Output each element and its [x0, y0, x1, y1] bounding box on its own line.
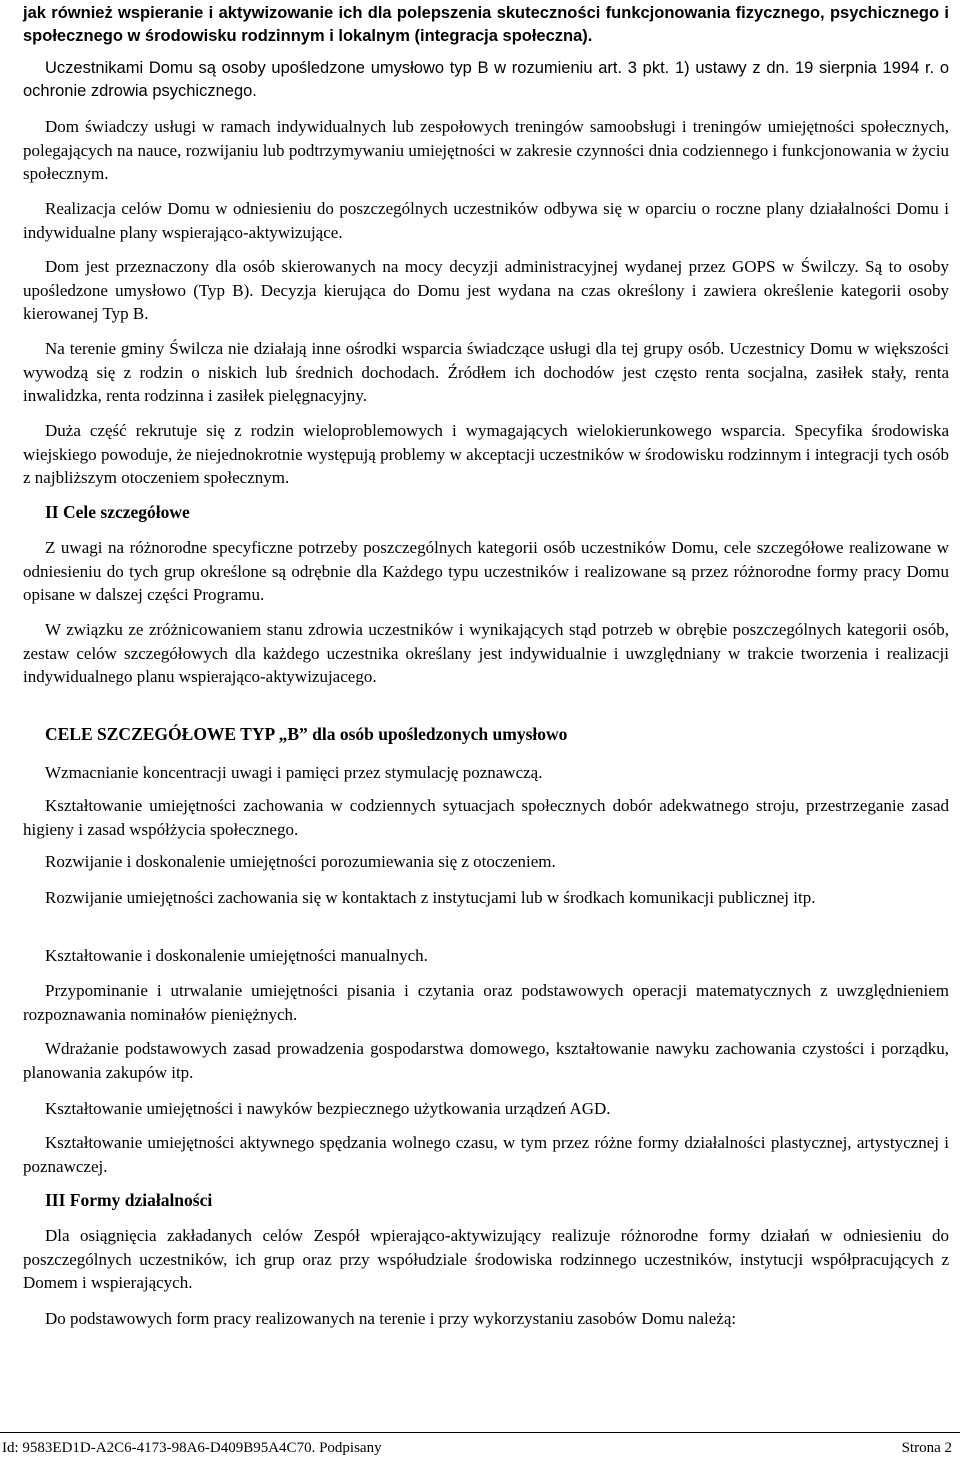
goal-item: Wdrażanie podstawowych zasad prowadzenia gospodarstwa domowego, kształtowanie nawyku zachowania czystości i porządku, planowania zakupów itp.: [23, 1039, 949, 1082]
goal-item: Kształtowanie umiejętności aktywnego spędzania wolnego czasu, w tym przez różne formy działalności plastycznej, artystycznej i poznawczej.: [23, 1133, 949, 1176]
goal-item: Kształtowanie umiejętności i nawyków bezpiecznego użytkowania urządzeń AGD.: [45, 1099, 611, 1118]
paragraph-realization: Realizacja celów Domu w odniesieniu do poszczególnych uczestników odbywa się w oparciu o roczne plany działalności Domu i indywidualne plany wspierająco-aktywizujące.: [23, 199, 949, 242]
goals-type-b-heading: CELE SZCZEGÓŁOWE TYP „B” dla osób upośledzonych umysłowo: [45, 724, 568, 744]
goal-item: Przypominanie i utrwalanie umiejętności pisania i czytania oraz podstawowych operacji matematycznych z uwzględnieniem rozpoznawania nominałów pieniężnych.: [23, 981, 949, 1024]
footer-divider: [0, 1432, 960, 1433]
goal-item: Wzmacnianie koncentracji uwagi i pamięci przez stymulację poznawczą.: [45, 763, 543, 782]
section-heading-forms: III Formy działalności: [45, 1190, 213, 1210]
paragraph-recruitment: Duża część rekrutuje się z rodzin wieloproblemowych i wymagających wielokierunkowego wsparcia. Specyfika środowiska wiejskiego powoduje, że niejednokrotnie występują problemy w akceptacji uczestników w środowisku rodzinnym i integracji tych osób z najbliższym otoczeniem społecznym.: [23, 421, 949, 487]
paragraph-forms-list-lead: Do podstawowych form pracy realizowanych na terenie i przy wykorzystaniu zasobów Domu należą:: [45, 1309, 737, 1328]
section-heading-goals: II Cele szczegółowe: [45, 502, 190, 522]
paragraph-forms-intro: Dla osiągnięcia zakładanych celów Zespół wpierająco-aktywizujący realizuje różnorodne formy działań w odniesieniu do poszczególnych uczestników, ich grup oraz przy współudziale środowiska rodzinnego uczestników, instytucji współpracujących z Domem i wspierających.: [23, 1226, 949, 1292]
paragraph-goals-intro: Z uwagi na różnorodne specyficzne potrzeby poszczególnych kategorii osób uczestników Domu, cele szczegółowe realizowane w odniesieniu do tych grup określone są odrębnie dla Każdego typu uczestników i realizowane są przez różnorodne formy pracy Domu opisane w dalszej części Programu.: [23, 538, 949, 604]
footer-document-id: Id: 9583ED1D-A2C6-4173-98A6-D409B95A4C70. Podpisany: [2, 1440, 382, 1456]
intro-bold-text: jak również wspieranie i aktywizowanie ich dla polepszenia skuteczności funkcjonowania fizycznego, psychicznego i społecznego w środowisku rodzinnym i lokalnym (integracja społeczna).: [23, 4, 949, 45]
paragraph-services: Dom świadczy usługi w ramach indywidualnych lub zespołowych treningów samoobsługi i treningów umiejętności społecznych, polegających na nauce, rozwijaniu lub podtrzymywaniu umiejętności w zakresie czynności dnia codziennego i funkcjonowania w życiu społecznym.: [23, 117, 949, 183]
paragraph-region: Na terenie gminy Świlcza nie działają inne ośrodki wsparcia świadczące usługi dla tej grupy osób. Uczestnicy Domu w większości wywodzą się z rodzin o niskich lub średnich dochodach. Źródłem ich dochodów jest często renta socjalna, zasiłek stały, renta inwalidzka, renta rodzinna i zasiłek pielęgnacyjny.: [23, 339, 949, 405]
paragraph-goals-individual: W związku ze zróżnicowaniem stanu zdrowia uczestników i wynikających stąd potrzeb w obrębie poszczególnych kategorii osób, zestaw celów szczegółowych dla każdego uczestnika określany jest indywidualnie i uwzględniany w trakcie tworzenia i realizacji indywidualnego planu wspierająco-aktywizujacego.: [23, 620, 949, 686]
goal-item: Rozwijanie i doskonalenie umiejętności porozumiewania się z otoczeniem.: [45, 852, 556, 871]
goal-item: Kształtowanie umiejętności zachowania w codziennych sytuacjach społecznych dobór adekwatnego stroju, przestrzeganie zasad higieny i zasad współżycia społecznego.: [23, 796, 949, 839]
paragraph-purpose: Dom jest przeznaczony dla osób skierowanych na mocy decyzji administracyjnej wydanej przez GOPS w Świlczy. Są to osoby upośledzone umysłowo (Typ B). Decyzja kierująca do Domu jest wydana na czas określony i zawiera określenie kategorii osoby kierowanej Typ B.: [23, 257, 949, 323]
footer-page-number: Strona 2: [901, 1440, 952, 1456]
participants-text: Uczestnikami Domu są osoby upośledzone umysłowo typ B w rozumieniu art. 3 pkt. 1) ustawy z dn. 19 sierpnia 1994 r. o ochronie zdrowia psychicznego.: [23, 59, 949, 100]
goal-item: Kształtowanie i doskonalenie umiejętności manualnych.: [45, 946, 428, 965]
goal-item: Rozwijanie umiejętności zachowania się w kontaktach z instytucjami lub w środkach komunikacji publicznej itp.: [45, 888, 816, 907]
